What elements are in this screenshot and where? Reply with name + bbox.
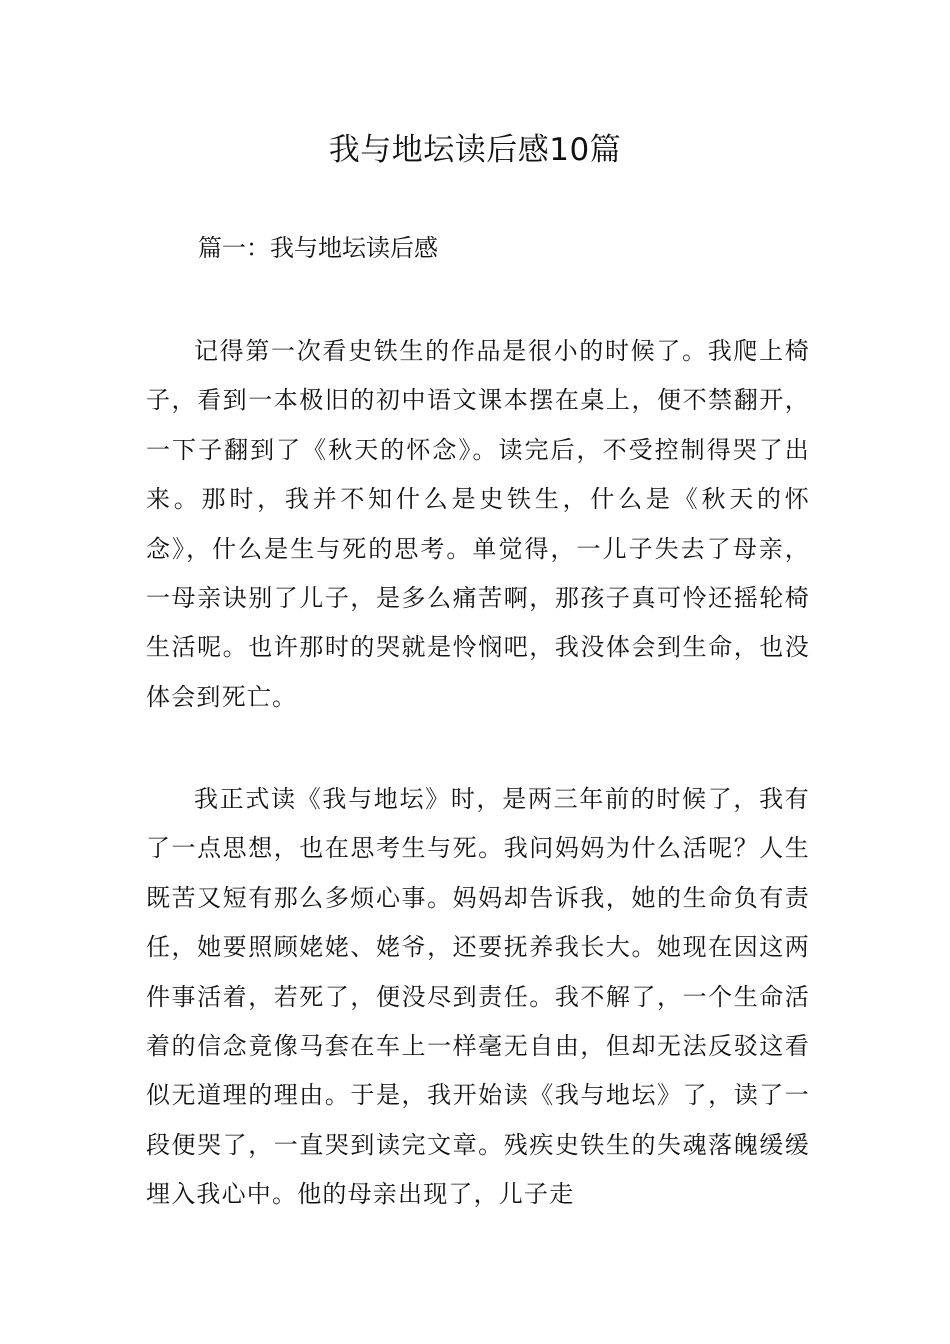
paragraph-2: 我正式读《我与地坛》时，是两三年前的时候了，我有了一点思想，也在思考生与死。我问妈妈为什么活呢？人生既苦又短有那么多烦心事。妈妈却告诉我，她的生命负有责任，她要照顾姥姥、姥爷，还要抚养我长大。她现在因这两件事活着，若死了，便没尽到责任。我不解了，一个生命活着的信念竟像马套在车上一样毫无自由，但却无法反驳这看似无道理的理由。于是，我开始读《我与地坛》了，读了一段便哭了，一直哭到读完文章。残疾史铁生的失魂落魄缓缓埋入我心中。他的母亲出现了，儿子走 bbox=[146, 785, 810, 1209]
section-heading: 篇一：我与地坛读后感 bbox=[198, 234, 438, 262]
paragraph-1: 记得第一次看史铁生的作品是很小的时候了。我爬上椅子，看到一本极旧的初中语文课本摆在桌上，便不禁翻开，一下子翻到了《秋天的怀念》。读完后，不受控制得哭了出来。那时，我并不知什么是史铁生，什么是《秋天的怀念》，什么是生与死的思考。单觉得，一儿子失去了母亲，一母亲诀别了儿子，是多么痛苦啊，那孩子真可怜还摇轮椅生活呢。也许那时的哭就是怜悯吧，我没体会到生命，也没体会到死亡。 bbox=[146, 337, 810, 711]
document-title: 我与地坛读后感10篇 bbox=[328, 132, 622, 168]
